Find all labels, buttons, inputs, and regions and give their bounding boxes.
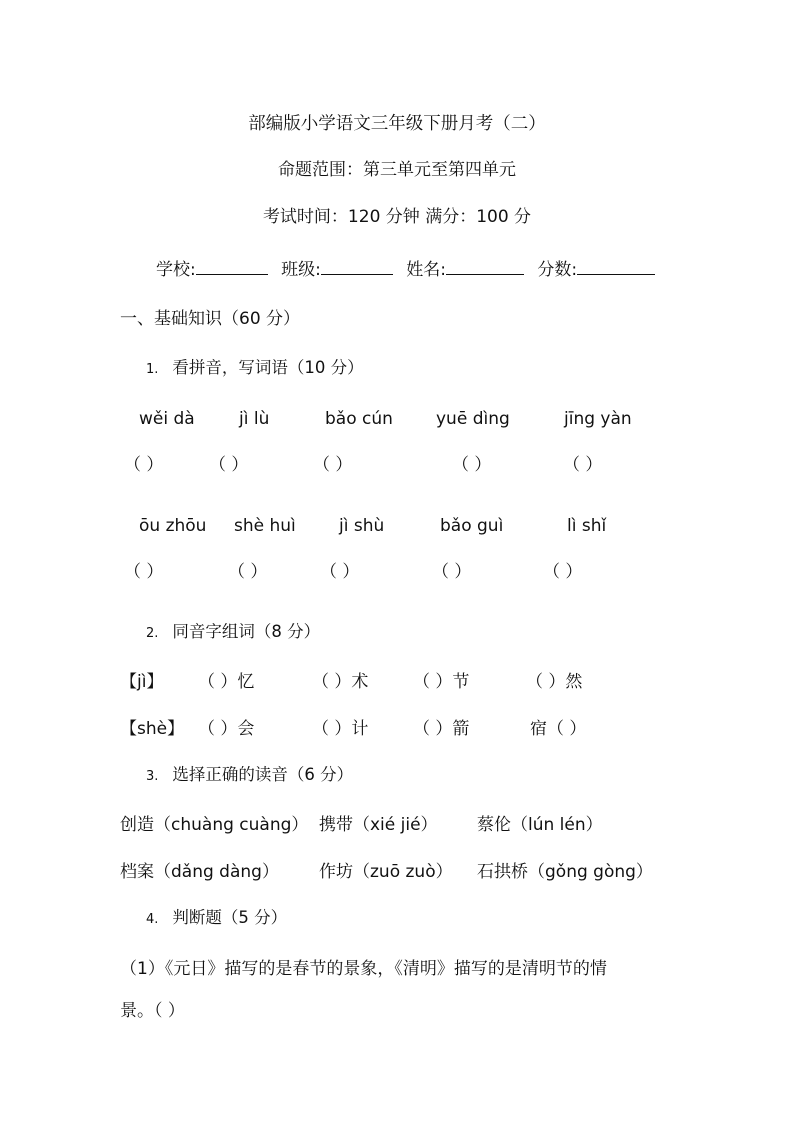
homophone-key: 【jì】 [120,672,164,692]
answer-blank[interactable]: （ ） [452,455,492,475]
school-blank[interactable] [196,257,268,275]
homophone-item[interactable]: （ ）会 [198,719,255,739]
page-title: 部编版小学语文三年级下册月考（二） [248,114,546,134]
exam-scope: 命题范围：第三单元至第四单元 [278,160,516,180]
exam-time: 考试时间：120 分钟 满分：100 分 [262,207,532,227]
answer-blank[interactable]: （ ） [313,455,353,475]
class-label: 班级: [281,260,321,280]
homophone-item[interactable]: （ ）忆 [198,672,255,692]
homophone-item[interactable]: （ ）箭 [413,719,470,739]
pinyin-6: ōu zhōu [139,516,207,536]
pinyin-9: bǎo guì [440,516,504,536]
pinyin-10: lì shǐ [567,516,607,536]
question-text: 看拼音，写词语（10 分） [172,358,364,377]
pinyin-4: yuē dìng [436,409,510,429]
reading-choice[interactable]: 档案（dǎng dàng） [120,862,279,882]
name-label: 姓名: [406,260,447,280]
question-text: 判断题（5 分） [172,908,288,927]
name-blank[interactable] [446,257,524,275]
reading-choice[interactable]: 携带（xié jié） [319,815,438,835]
answer-blank[interactable]: （ ） [563,455,603,475]
homophone-item[interactable]: （ ）计 [312,719,369,739]
homophone-key: 【shè】 [120,719,185,739]
student-info-line [156,257,663,281]
answer-blank[interactable]: （ ） [228,562,268,582]
section-heading: 一、基础知识（60 分） [120,309,301,329]
answer-blank[interactable]: （ ） [209,455,249,475]
question-number: 1. [146,362,159,377]
reading-choice[interactable]: 石拱桥（gǒng gòng） [477,862,653,882]
reading-choice[interactable]: 蔡伦（lún lén） [477,815,603,835]
answer-blank[interactable]: （ ） [543,562,583,582]
reading-choice[interactable]: 创造（chuàng cuàng） [120,815,309,835]
homophone-item[interactable]: （ ）节 [413,672,470,692]
pinyin-8: jì shù [339,516,385,536]
judgement-item-answer[interactable]: 景。（ ） [120,1001,185,1021]
question-text: 同音字组词（8 分） [172,622,321,641]
score-blank[interactable] [577,257,655,275]
question-2 [146,621,320,645]
answer-blank[interactable]: （ ） [320,562,360,582]
answer-blank[interactable]: （ ） [124,562,164,582]
pinyin-3: bǎo cún [325,409,393,429]
answer-blank[interactable]: （ ） [124,455,164,475]
pinyin-5: jīng yàn [564,409,632,429]
class-blank[interactable] [321,257,393,275]
pinyin-7: shè huì [234,516,296,536]
score-label: 分数: [537,260,578,280]
pinyin-2: jì lù [239,409,270,429]
homophone-item[interactable]: 宿（ ） [530,719,587,739]
question-1 [146,357,364,381]
homophone-item[interactable]: （ ）然 [526,672,583,692]
question-number: 3. [146,769,159,784]
answer-blank[interactable]: （ ） [432,562,472,582]
homophone-item[interactable]: （ ）术 [312,672,369,692]
question-number: 4. [146,912,159,927]
judgement-item-text: （1）《元日》描写的是春节的景象，《清明》描写的是清明节的情 [120,959,607,979]
question-3 [146,764,353,788]
question-4 [146,907,287,931]
question-number: 2. [146,626,159,641]
reading-choice[interactable]: 作坊（zuō zuò） [319,862,453,882]
school-label: 学校: [156,260,196,280]
question-text: 选择正确的读音（6 分） [172,765,354,784]
pinyin-1: wěi dà [139,409,195,429]
